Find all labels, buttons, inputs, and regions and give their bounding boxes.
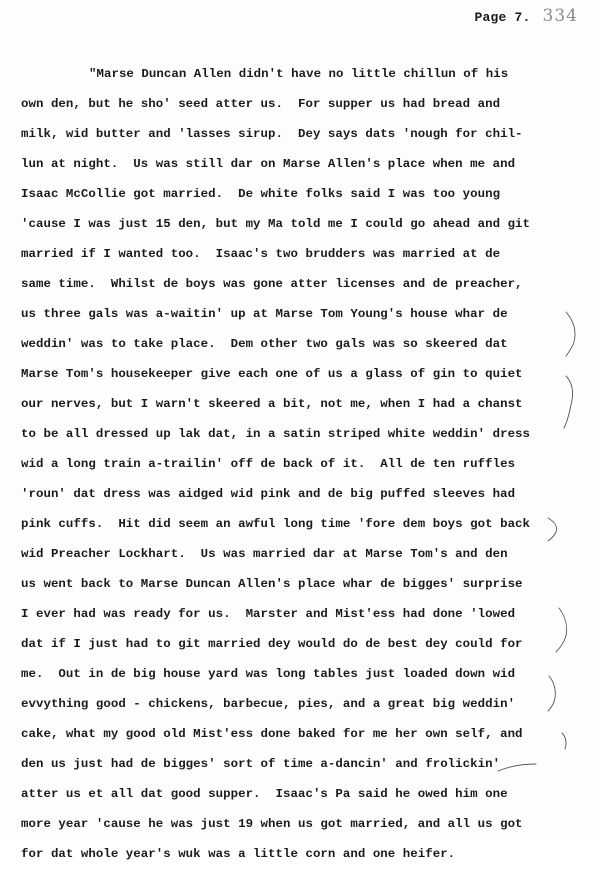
text-line: cake, what my good old Mist'ess done baked for me her own self, and	[21, 727, 523, 741]
text-line: us went back to Marse Duncan Allen's place whar de bigges' surprise	[21, 577, 523, 591]
text-line: milk, wid butter and 'lasses sirup. Dey says dats 'nough for chil-	[21, 127, 523, 141]
text-line: wid a long train a-trailin' off de back of it. All de ten ruffles	[21, 457, 516, 471]
text-line: 'cause I was just 15 den, but my Ma told me I could go ahead and git	[21, 217, 531, 231]
text-line: me. Out in de big house yard was long tables just loaded down wid	[21, 667, 516, 681]
text-line: us three gals was a-waitin' up at Marse Tom Young's house whar de	[21, 307, 508, 321]
text-line: "Marse Duncan Allen didn't have no little chillun of his	[89, 67, 509, 81]
text-line: atter us et all dat good supper. Isaac's Pa said he owed him one	[21, 787, 508, 801]
text-line: to be all dressed up lak dat, in a satin striped white weddin' dress	[21, 427, 531, 441]
text-line: 'roun' dat dress was aidged wid pink and de big puffed sleeves had	[21, 487, 516, 501]
text-line: weddin' was to take place. Dem other two gals was so skeered dat	[21, 337, 508, 351]
text-line: I ever had was ready for us. Marster and Mist'ess had done 'lowed	[21, 607, 516, 621]
text-line: Isaac McCollie got married. De white folks said I was too young	[21, 187, 501, 201]
page-header	[475, 6, 578, 26]
text-line: own den, but he sho' seed atter us. For supper us had bread and	[21, 97, 501, 111]
text-line: more year 'cause he was just 19 when us got married, and all us got	[21, 817, 523, 831]
typed-paragraph	[21, 59, 581, 869]
text-line: our nerves, but I warn't skeered a bit, not me, when I had a chanst	[21, 397, 523, 411]
text-line: for dat whole year's wuk was a little corn and one heifer.	[21, 847, 456, 861]
page-number: Page 7.	[474, 10, 531, 25]
text-line: same time. Whilst de boys was gone atter licenses and de preacher,	[21, 277, 523, 291]
text-line: dat if I just had to git married dey would do de best dey could for	[21, 637, 523, 651]
text-line: evvything good - chickens, barbecue, pies, and a great big weddin'	[21, 697, 516, 711]
text-line: pink cuffs. Hit did seem an awful long time 'fore dem boys got back	[21, 517, 531, 531]
text-line: lun at night. Us was still dar on Marse Allen's place when me and	[21, 157, 516, 171]
text-line: wid Preacher Lockhart. Us was married dar at Marse Tom's and den	[21, 547, 508, 561]
text-line: married if I wanted too. Isaac's two brudders was married at de	[21, 247, 501, 261]
text-line: Marse Tom's housekeeper give each one of us a glass of gin to quiet	[21, 367, 523, 381]
text-line: den us just had de bigges' sort of time a-dancin' and frolickin'	[21, 757, 501, 771]
stamped-page-number: 334	[542, 6, 578, 26]
